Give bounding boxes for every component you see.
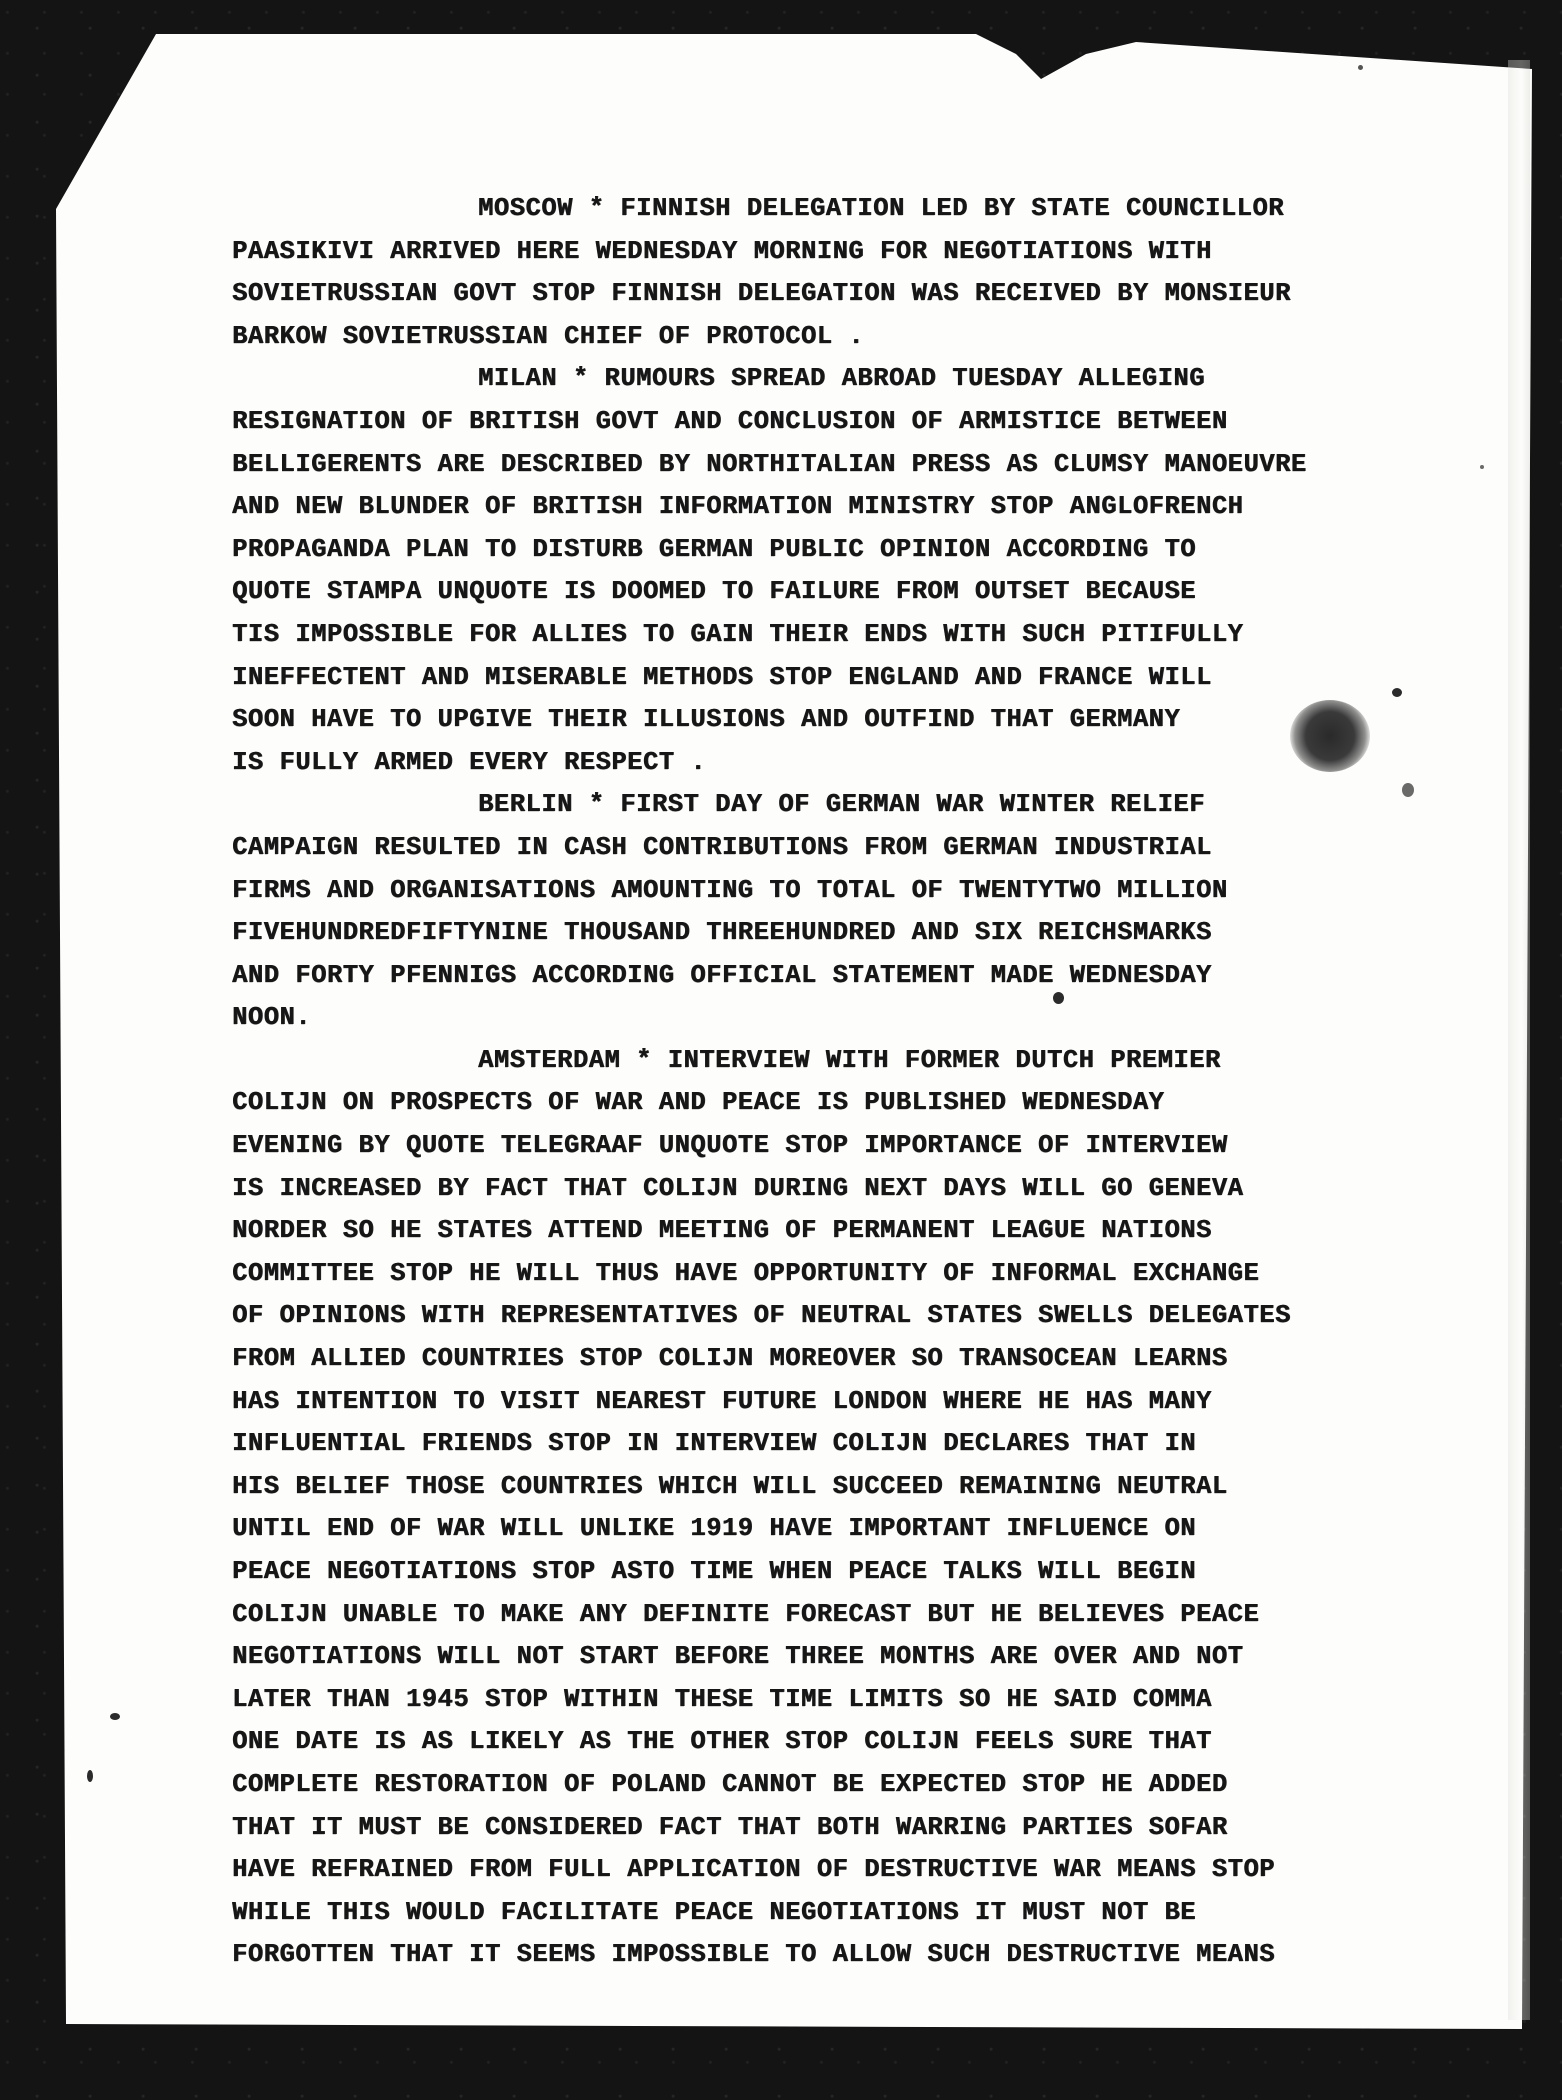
text-line: CAMPAIGN RESULTED IN CASH CONTRIBUTIONS FROM GERMAN INDUSTRIAL — [232, 832, 1212, 862]
ink-speck — [1480, 465, 1484, 469]
ink-speck — [87, 1770, 93, 1782]
text-line: IS INCREASED BY FACT THAT COLIJN DURING NEXT DAYS WILL GO GENEVA — [232, 1173, 1244, 1203]
text-line: RESIGNATION OF BRITISH GOVT AND CONCLUSION OF ARMISTICE BETWEEN — [232, 406, 1228, 436]
text-line: AMSTERDAM * INTERVIEW WITH FORMER DUTCH PREMIER — [478, 1045, 1221, 1075]
text-line: PAASIKIVI ARRIVED HERE WEDNESDAY MORNING FOR NEGOTIATIONS WITH — [232, 236, 1212, 266]
text-line: HAS INTENTION TO VISIT NEAREST FUTURE LONDON WHERE HE HAS MANY — [232, 1386, 1212, 1416]
text-line: PEACE NEGOTIATIONS STOP ASTO TIME WHEN PEACE TALKS WILL BEGIN — [232, 1557, 1196, 1586]
text-line: FIRMS AND ORGANISATIONS AMOUNTING TO TOTAL OF TWENTYTWO MILLION — [232, 875, 1228, 905]
text-line: AND NEW BLUNDER OF BRITISH INFORMATION MINISTRY STOP ANGLOFRENCH — [232, 492, 1244, 522]
text-line: COLIJN UNABLE TO MAKE ANY DEFINITE FORECAST BUT HE BELIEVES PEACE — [232, 1599, 1260, 1629]
paragraph-amsterdam — [232, 1040, 1472, 1977]
text-line: FIVEHUNDREDFIFTYNINE THOUSAND THREEHUNDRED AND SIX REICHSMARKS — [232, 918, 1212, 948]
ink-speck — [110, 1713, 120, 1720]
text-line: HAVE REFRAINED FROM FULL APPLICATION OF DESTRUCTIVE WAR MEANS STOP — [232, 1855, 1275, 1885]
text-line: COLIJN ON PROSPECTS OF WAR AND PEACE IS PUBLISHED WEDNESDAY — [232, 1088, 1165, 1118]
text-line: SOON HAVE TO UPGIVE THEIR ILLUSIONS AND OUTFIND THAT GERMANY — [232, 705, 1181, 735]
text-line: ONE DATE IS AS LIKELY AS THE OTHER STOP COLIJN FEELS SURE THAT — [232, 1727, 1212, 1757]
text-line: NEGOTIATIONS WILL NOT START BEFORE THREE MONTHS ARE OVER AND NOT — [232, 1642, 1244, 1672]
text-line: INFLUENTIAL FRIENDS STOP IN INTERVIEW COLIJN DECLARES THAT IN — [232, 1429, 1196, 1459]
paragraph-berlin — [232, 784, 1472, 1040]
text-line: BERLIN * FIRST DAY OF GERMAN WAR WINTER RELIEF — [478, 790, 1205, 820]
text-line: THAT IT MUST BE CONSIDERED FACT THAT BOTH WARRING PARTIES SOFAR — [232, 1812, 1228, 1842]
text-line: INEFFECTENT AND MISERABLE METHODS STOP ENGLAND AND FRANCE WILL — [232, 662, 1212, 692]
text-line: OF OPINIONS WITH REPRESENTATIVES OF NEUTRAL STATES SWELLS DELEGATES — [232, 1301, 1291, 1331]
text-line: FROM ALLIED COUNTRIES STOP COLIJN MOREOVER SO TRANSOCEAN LEARNS — [232, 1344, 1228, 1374]
text-line: BARKOW SOVIETRUSSIAN CHIEF OF PROTOCOL . — [232, 321, 865, 351]
text-line: COMMITTEE STOP HE WILL THUS HAVE OPPORTUNITY OF INFORMAL EXCHANGE — [232, 1258, 1260, 1288]
text-line: MOSCOW * FINNISH DELEGATION LED BY STATE COUNCILLOR — [478, 194, 1284, 223]
text-line: SOVIETRUSSIAN GOVT STOP FINNISH DELEGATION WAS RECEIVED BY MONSIEUR — [232, 279, 1291, 309]
text-line: FORGOTTEN THAT IT SEEMS IMPOSSIBLE TO ALLOW SUCH DESTRUCTIVE MEANS — [232, 1940, 1275, 1970]
text-line: EVENING BY QUOTE TELEGRAAF UNQUOTE STOP IMPORTANCE OF INTERVIEW — [232, 1131, 1228, 1161]
text-line: QUOTE STAMPA UNQUOTE IS DOOMED TO FAILURE FROM OUTSET BECAUSE — [232, 577, 1196, 607]
paragraph-moscow — [232, 188, 1472, 358]
text-line: BELLIGERENTS ARE DESCRIBED BY NORTHITALIAN PRESS AS CLUMSY MANOEUVRE — [232, 449, 1307, 479]
text-line: WHILE THIS WOULD FACILITATE PEACE NEGOTIATIONS IT MUST NOT BE — [232, 1897, 1196, 1927]
text-line: AND FORTY PFENNIGS ACCORDING OFFICIAL STATEMENT MADE WEDNESDAY — [232, 960, 1212, 990]
text-line: COMPLETE RESTORATION OF POLAND CANNOT BE EXPECTED STOP HE ADDED — [232, 1769, 1228, 1799]
text-line: TIS IMPOSSIBLE FOR ALLIES TO GAIN THEIR ENDS WITH SUCH PITIFULLY — [232, 619, 1244, 649]
text-line: NORDER SO HE STATES ATTEND MEETING OF PERMANENT LEAGUE NATIONS — [232, 1216, 1212, 1246]
text-line: LATER THAN 1945 STOP WITHIN THESE TIME LIMITS SO HE SAID COMMA — [232, 1684, 1212, 1714]
paragraph-milan — [232, 358, 1472, 784]
text-line: NOON. — [232, 1003, 312, 1033]
text-line: IS FULLY ARMED EVERY RESPECT . — [232, 747, 707, 777]
text-line: UNTIL END OF WAR WILL UNLIKE 1919 HAVE IMPORTANT INFLUENCE ON — [232, 1514, 1196, 1544]
telegram-text — [232, 188, 1472, 1977]
page-edge-shadow — [1508, 60, 1530, 2020]
ink-speck — [1358, 65, 1363, 70]
text-line: PROPAGANDA PLAN TO DISTURB GERMAN PUBLIC OPINION ACCORDING TO — [232, 534, 1196, 564]
text-line: HIS BELIEF THOSE COUNTRIES WHICH WILL SUCCEED REMAINING NEUTRAL — [232, 1471, 1228, 1501]
text-line: MILAN * RUMOURS SPREAD ABROAD TUESDAY ALLEGING — [478, 364, 1205, 394]
